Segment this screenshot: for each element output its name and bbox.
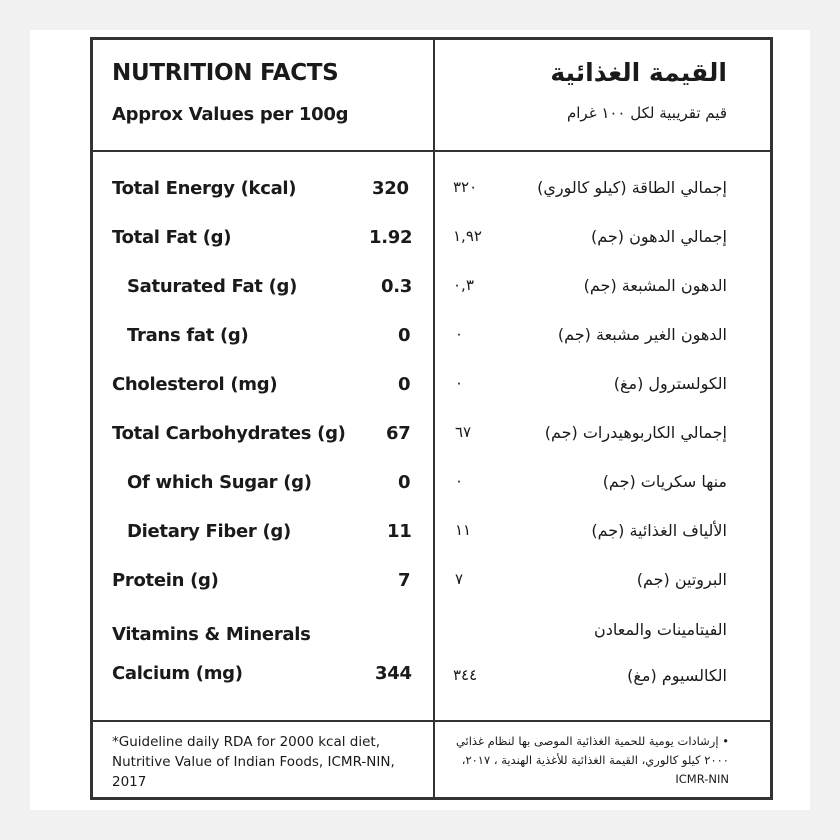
arabic-value-total-carbohydrates: ٦٧ xyxy=(455,423,472,441)
arabic-label-saturated-fat: الدهون المشبعة (جم) xyxy=(583,276,727,295)
arabic-subtitle: قيم تقريبية لكل ١٠٠ غرام xyxy=(566,104,727,122)
arabic-label-total-carbohydrates: إجمالي الكاربوهيدرات (جم) xyxy=(544,423,727,442)
row-value-sugar: 0 xyxy=(398,472,411,493)
arabic-value-cholesterol: ٠ xyxy=(455,374,464,392)
row-value-total-energy: 320 xyxy=(372,178,409,199)
english-footnote: *Guideline daily RDA for 2000 kcal diet, Nutritive Value of Indian Foods, ICMR-NIN, 2017 xyxy=(112,734,395,790)
column-divider xyxy=(433,40,435,797)
arabic-value-dietary-fiber: ١١ xyxy=(455,521,472,539)
arabic-value-trans-fat: ٠ xyxy=(455,325,464,343)
arabic-label-cholesterol: الكولسترول (مغ) xyxy=(613,374,727,393)
row-label-protein: Protein (g) xyxy=(112,570,219,591)
arabic-label-total-fat: إجمالي الدهون (جم) xyxy=(590,227,727,246)
row-label-total-carbohydrates: Total Carbohydrates (g) xyxy=(112,423,346,444)
arabic-value-protein: ٧ xyxy=(455,570,464,588)
row-label-dietary-fiber: Dietary Fiber (g) xyxy=(127,521,291,542)
arabic-footnote: • إرشادات يومية للحمية الغذائية الموصى بها لنظام غذائي ٢٠٠٠ كيلو كالوري، القيمة الغذائية للأغذية الهندية ، ٢٠١٧، ICMR-NIN xyxy=(455,734,729,786)
nutrition-facts-label xyxy=(90,37,773,800)
row-label-sugar: Of which Sugar (g) xyxy=(127,472,312,493)
row-label-cholesterol: Cholesterol (mg) xyxy=(112,374,278,395)
arabic-value-sugar: ٠ xyxy=(455,472,464,490)
arabic-value-total-fat: ١,٩٢ xyxy=(453,227,482,245)
arabic-label-sugar: منها سكريات (جم) xyxy=(602,472,727,491)
row-value-protein: 7 xyxy=(398,570,411,591)
row-label-total-energy: Total Energy (kcal) xyxy=(112,178,297,199)
row-value-calcium: 344 xyxy=(375,663,412,684)
row-label-total-fat: Total Fat (g) xyxy=(112,227,232,248)
row-value-total-carbohydrates: 67 xyxy=(386,423,411,444)
english-title: NUTRITION FACTS xyxy=(112,60,339,86)
arabic-label-protein: البروتين (جم) xyxy=(636,570,727,589)
footer-divider xyxy=(93,720,770,722)
row-value-dietary-fiber: 11 xyxy=(387,521,412,542)
row-label-calcium: Calcium (mg) xyxy=(112,663,243,684)
arabic-value-saturated-fat: ٠,٣ xyxy=(453,276,474,294)
row-label-saturated-fat: Saturated Fat (g) xyxy=(127,276,298,297)
arabic-label-total-energy: إجمالي الطاقة (كيلو كالوري) xyxy=(537,178,727,197)
row-value-total-fat: 1.92 xyxy=(369,227,413,248)
row-label-trans-fat: Trans fat (g) xyxy=(127,325,249,346)
header-divider xyxy=(93,150,770,152)
english-subtitle: Approx Values per 100g xyxy=(112,104,349,125)
row-value-trans-fat: 0 xyxy=(398,325,411,346)
arabic-label-calcium: الكالسيوم (مغ) xyxy=(627,666,727,685)
vitamins-heading: Vitamins & Minerals xyxy=(112,624,311,645)
arabic-value-calcium: ٣٤٤ xyxy=(453,666,478,684)
row-value-saturated-fat: 0.3 xyxy=(381,276,412,297)
arabic-label-dietary-fiber: الألياف الغذائية (جم) xyxy=(591,521,727,540)
row-value-cholesterol: 0 xyxy=(398,374,411,395)
arabic-title: القيمة الغذائية xyxy=(550,58,727,87)
arabic-vitamins-heading: الفيتامينات والمعادن xyxy=(594,620,727,639)
arabic-value-total-energy: ٣٢٠ xyxy=(453,178,478,196)
arabic-label-trans-fat: الدهون الغير مشبعة (جم) xyxy=(557,325,727,344)
